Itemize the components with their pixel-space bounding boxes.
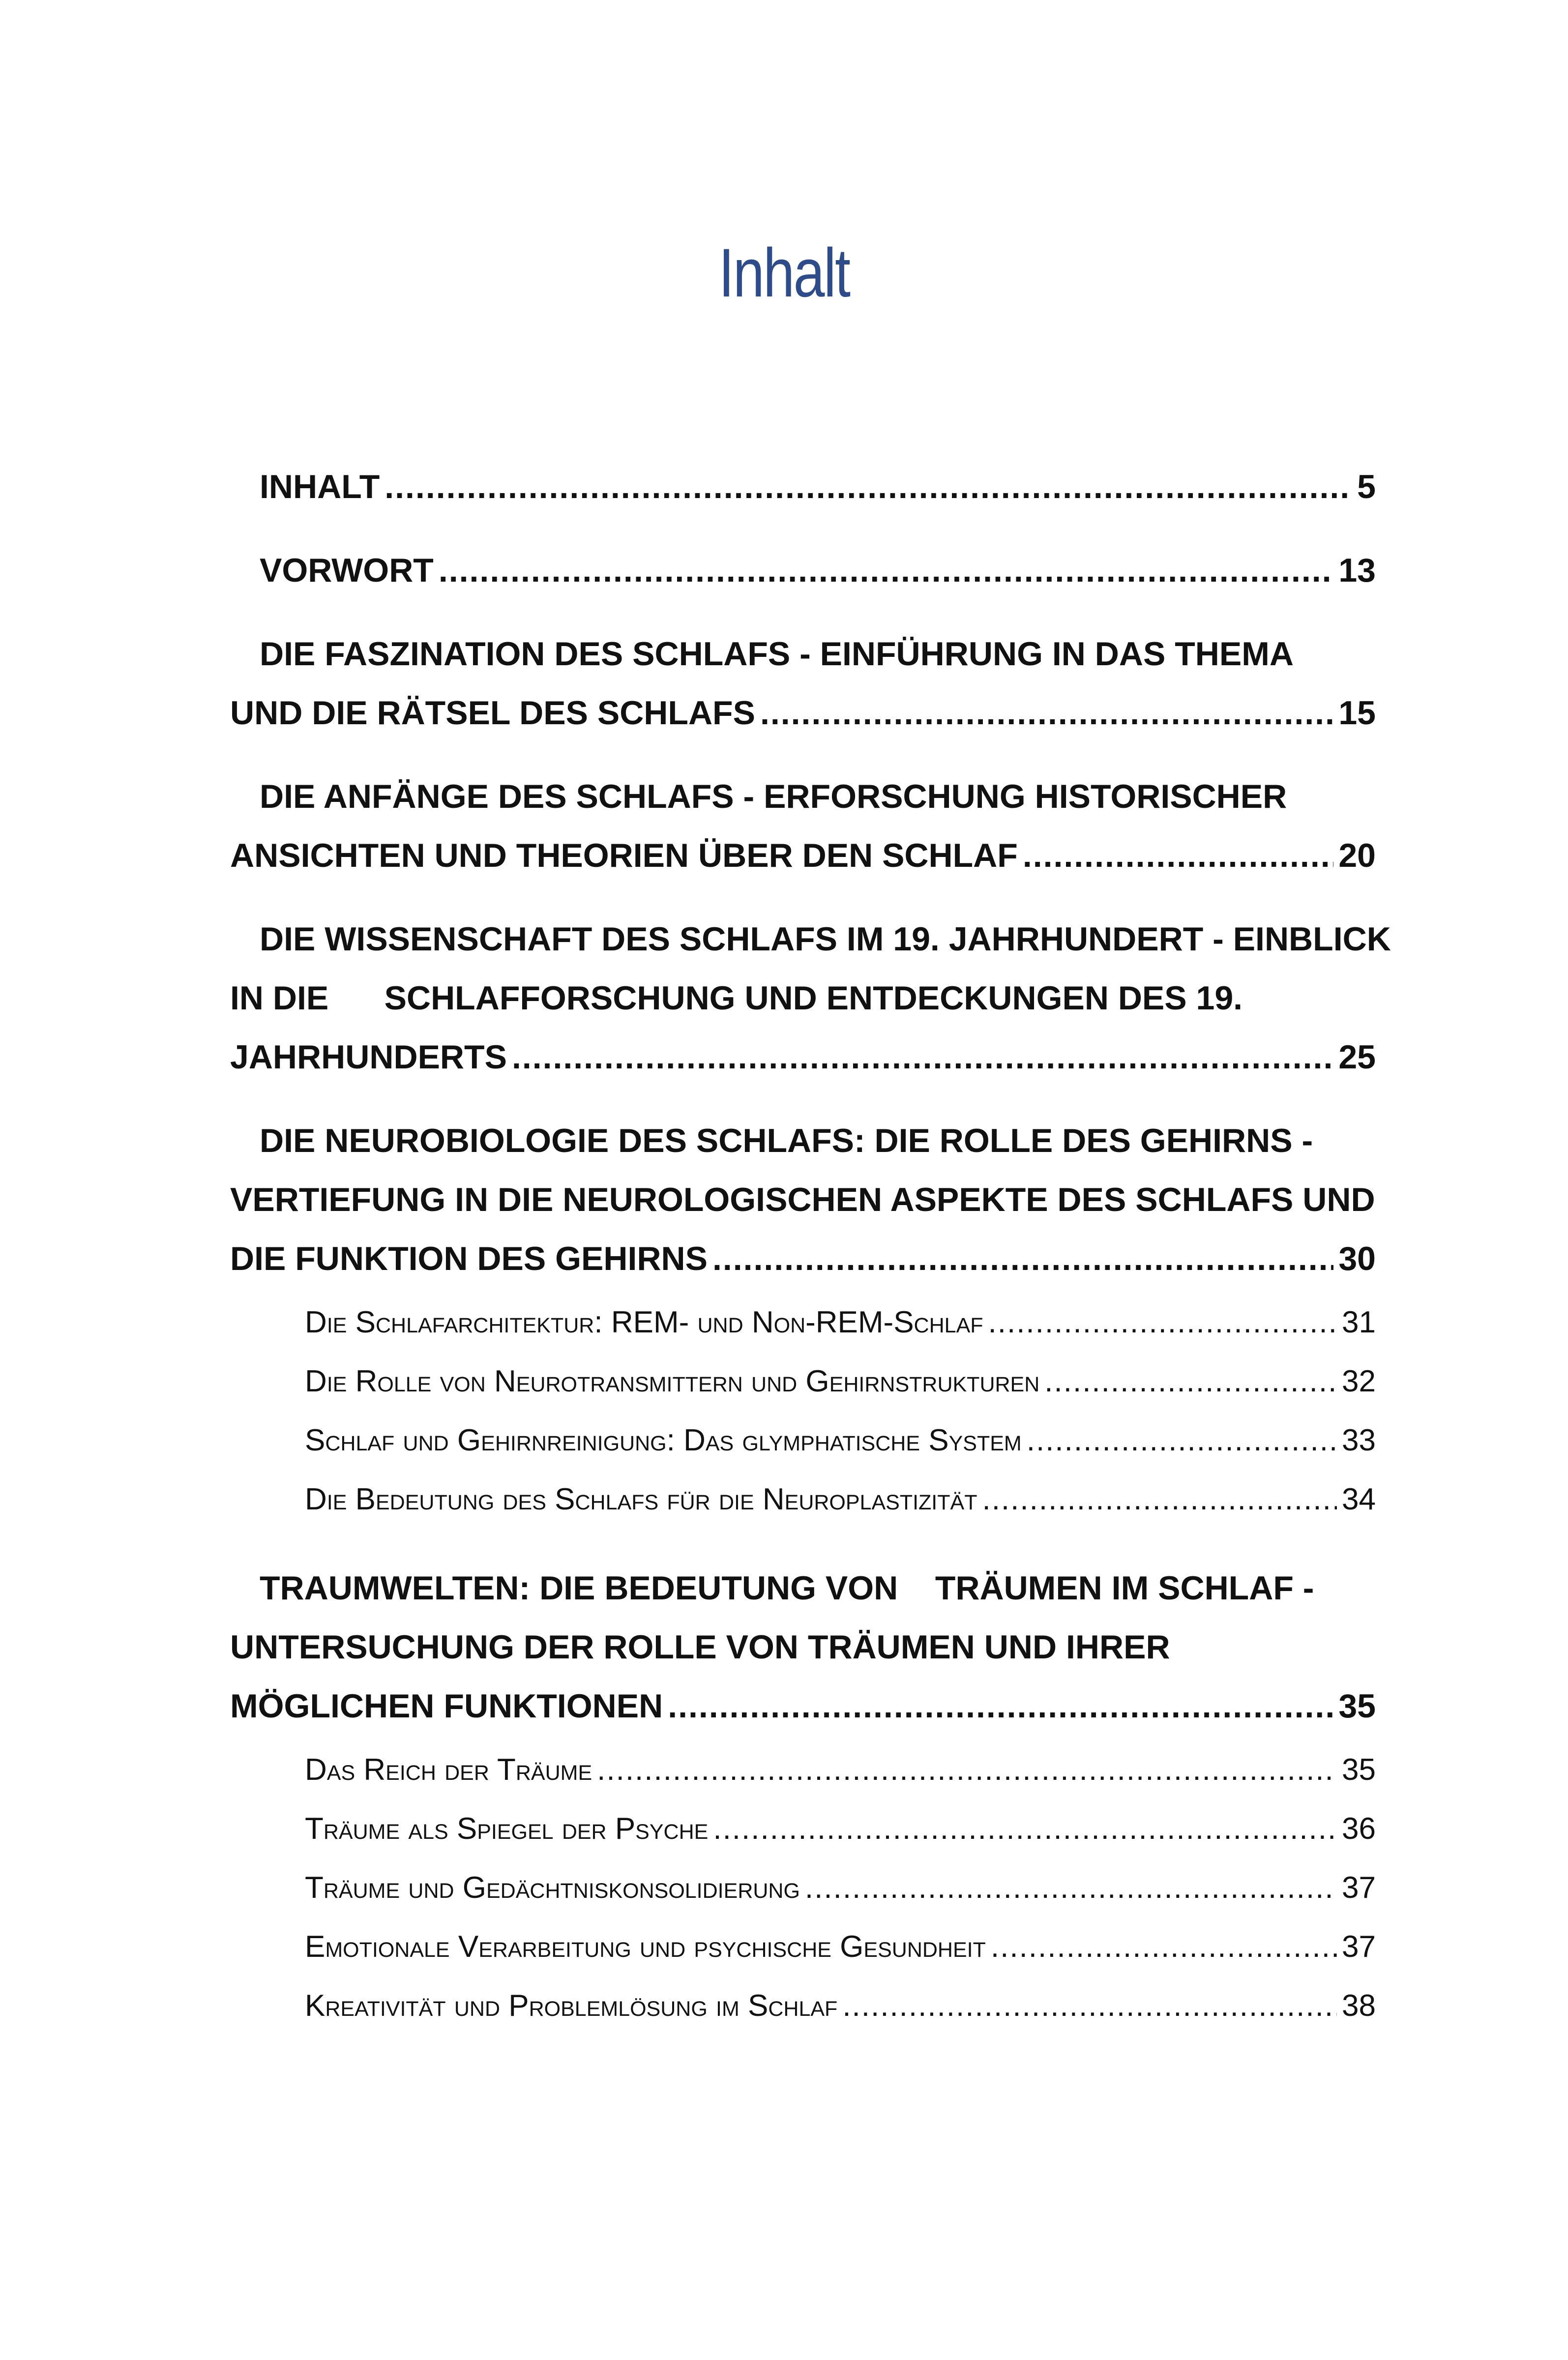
toc-subentry-title: Die Schlafarchitektur: REM- und Non-REM-Schlaf xyxy=(305,1305,983,1339)
dot-leader xyxy=(713,1800,1337,1858)
toc-entry-title-line: UND DIE RÄTSEL DES SCHLAFS xyxy=(230,694,755,732)
toc-entry-page: 35 xyxy=(1338,1687,1376,1725)
toc-entry-vorwort[interactable] xyxy=(230,541,1376,600)
dot-leader xyxy=(842,1976,1337,2036)
dot-leader xyxy=(982,1470,1337,1529)
toc-subentry-title: Träume und Gedächtniskonsolidierung xyxy=(305,1871,800,1905)
toc-subentry-page: 37 xyxy=(1342,1930,1376,1964)
toc-subentry[interactable] xyxy=(230,1740,1376,1800)
toc-entry-title-line: VERTIEFUNG IN DIE NEUROLOGISCHEN ASPEKTE DES SCHLAFS UND xyxy=(230,1181,1375,1218)
toc-subentry-title: Kreativität und Problemlösung im Schlaf xyxy=(305,1989,838,2023)
toc-entry-page: 5 xyxy=(1357,468,1376,505)
toc-entry-page: 30 xyxy=(1338,1240,1376,1277)
toc-entry-traumwelten[interactable] xyxy=(230,1559,1376,1736)
toc-entry-title-line: DIE ANFÄNGE DES SCHLAFS - ERFORSCHUNG HISTORISCHER xyxy=(260,778,1287,815)
toc-entry-title-line: IN DIE SCHLAFFORSCHUNG UND ENTDECKUNGEN DES 19. xyxy=(230,979,1243,1017)
toc-subentry-page: 31 xyxy=(1342,1305,1376,1339)
toc-entry-page: 15 xyxy=(1338,694,1376,732)
toc-subentry[interactable] xyxy=(230,1976,1376,2036)
toc-subentry-title: Schlaf und Gehirnreinigung: Das glymphatische System xyxy=(305,1423,1022,1457)
page-title: Inhalt xyxy=(718,234,850,311)
toc-entry-title-line: TRAUMWELTEN: DIE BEDEUTUNG VON TRÄUMEN IM SCHLAF - xyxy=(260,1569,1314,1607)
toc-subentry-page: 38 xyxy=(1342,1989,1376,2023)
toc-subentry-page: 32 xyxy=(1342,1364,1376,1398)
dot-leader xyxy=(512,1028,1333,1087)
toc-subentry-page: 36 xyxy=(1342,1812,1376,1846)
dot-leader xyxy=(805,1858,1337,1918)
table-of-contents xyxy=(230,457,1391,2065)
toc-subentry-page: 33 xyxy=(1342,1423,1376,1457)
dot-leader xyxy=(991,1918,1337,1976)
toc-subentry[interactable] xyxy=(230,1858,1376,1918)
toc-subentry-page: 37 xyxy=(1342,1871,1376,1905)
dot-leader xyxy=(1044,1352,1337,1411)
toc-entry-title-line: MÖGLICHEN FUNKTIONEN xyxy=(230,1687,663,1725)
toc-subentry[interactable] xyxy=(230,1470,1376,1529)
dot-leader xyxy=(385,457,1352,516)
toc-entry-title-line: DIE NEUROBIOLOGIE DES SCHLAFS: DIE ROLLE DES GEHIRNS - xyxy=(260,1122,1313,1159)
toc-subentry[interactable] xyxy=(230,1918,1376,1976)
dot-leader xyxy=(988,1293,1337,1352)
toc-subsection-list xyxy=(230,1293,1376,1529)
dot-leader xyxy=(712,1229,1333,1288)
dot-leader xyxy=(668,1677,1333,1736)
dot-leader xyxy=(1023,826,1334,885)
toc-subentry[interactable] xyxy=(230,1293,1376,1352)
dot-leader xyxy=(1027,1411,1337,1470)
toc-entry-title-line: JAHRHUNDERTS xyxy=(230,1038,507,1076)
toc-subsection-list xyxy=(230,1740,1376,2036)
toc-subentry-page: 34 xyxy=(1342,1482,1376,1516)
toc-entry-title-line: DIE FUNKTION DES GEHIRNS xyxy=(230,1240,708,1277)
toc-entry-anfaenge[interactable] xyxy=(230,767,1376,885)
dot-leader xyxy=(760,683,1333,742)
toc-entry-title-line: DIE WISSENSCHAFT DES SCHLAFS IM 19. JAHRHUNDERT - EINBLICK xyxy=(260,920,1391,958)
toc-entry-neurobiologie[interactable] xyxy=(230,1111,1376,1288)
toc-subentry-page: 35 xyxy=(1342,1753,1376,1787)
toc-entry-page: 25 xyxy=(1338,1038,1376,1076)
toc-entry-wissenschaft[interactable] xyxy=(230,910,1391,1087)
toc-subentry[interactable] xyxy=(230,1800,1376,1858)
toc-entry-title-line: DIE FASZINATION DES SCHLAFS - EINFÜHRUNG IN DAS THEMA xyxy=(260,635,1294,673)
toc-subentry-title: Die Bedeutung des Schlafs für die Neuroplastizität xyxy=(305,1482,977,1516)
toc-subentry[interactable] xyxy=(230,1352,1376,1411)
toc-entry-faszination[interactable] xyxy=(230,624,1376,742)
toc-subentry[interactable] xyxy=(230,1411,1376,1470)
toc-entry-title: VORWORT xyxy=(260,552,434,589)
toc-entry-title-line: ANSICHTEN UND THEORIEN ÜBER DEN SCHLAF xyxy=(230,837,1018,874)
toc-entry-title: INHALT xyxy=(260,468,380,505)
toc-entry-page: 20 xyxy=(1338,837,1376,874)
dot-leader xyxy=(597,1740,1337,1800)
toc-subentry-title: Die Rolle von Neurotransmittern und Gehirnstrukturen xyxy=(305,1364,1040,1398)
dot-leader xyxy=(439,541,1334,600)
toc-entry-page: 13 xyxy=(1338,552,1376,589)
toc-subentry-title: Das Reich der Träume xyxy=(305,1753,592,1787)
toc-entry-inhalt[interactable] xyxy=(230,457,1376,516)
toc-subentry-title: Emotionale Verarbeitung und psychische Gesundheit xyxy=(305,1930,986,1964)
toc-subentry-title: Träume als Spiegel der Psyche xyxy=(305,1812,709,1846)
toc-entry-title-line: UNTERSUCHUNG DER ROLLE VON TRÄUMEN UND IHRER xyxy=(230,1628,1170,1666)
